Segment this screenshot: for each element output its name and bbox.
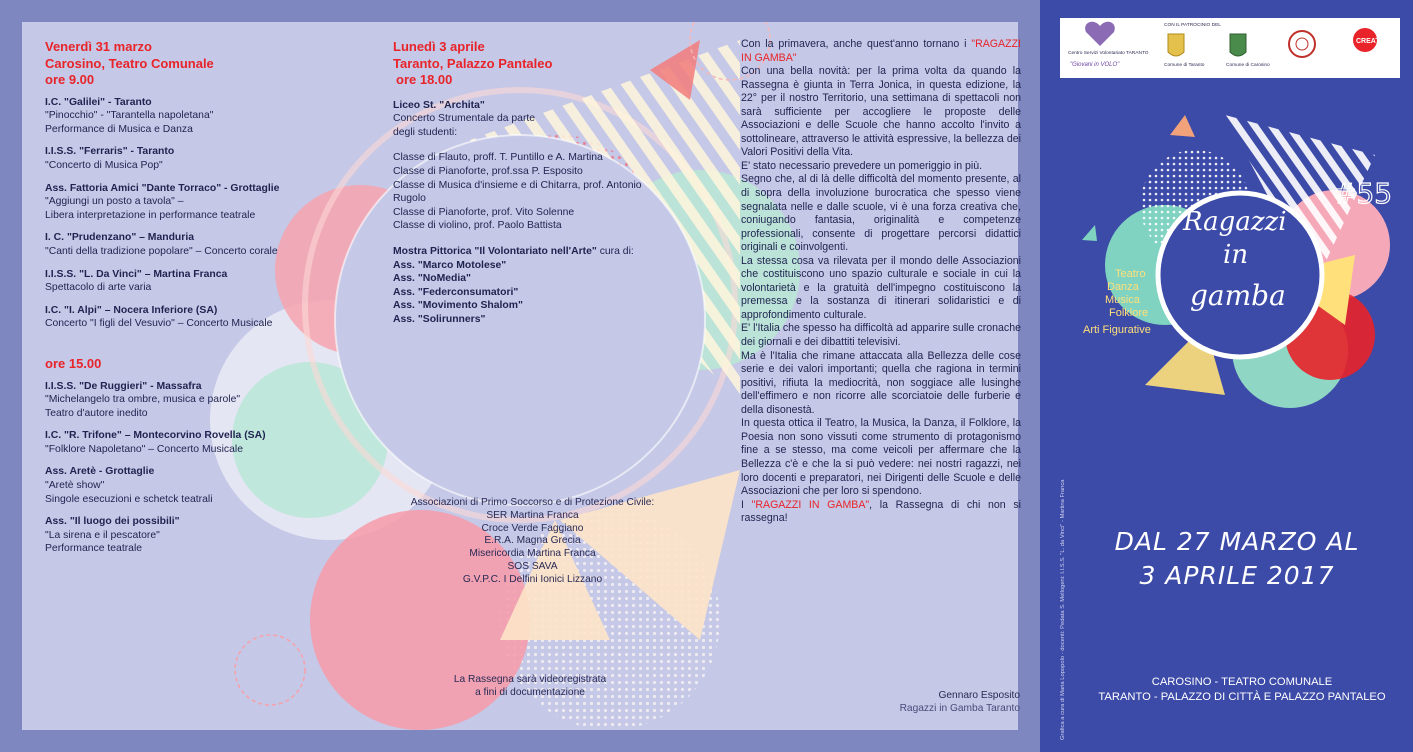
comune-taranto-name: Comune di Taranto xyxy=(1164,63,1205,68)
mostra-item: Ass. "NoMedia" xyxy=(393,273,471,285)
day1-morning-time: ore 9.00 xyxy=(45,72,95,87)
program-entry xyxy=(45,465,315,506)
program-entry xyxy=(45,515,315,556)
program-entry xyxy=(45,145,315,172)
mostra-suffix: cura di: xyxy=(596,245,634,257)
event-dates xyxy=(1092,525,1382,593)
day1-date: Venerdì 31 marzo xyxy=(45,39,152,54)
event-dates-line: DAL 27 MARZO AL xyxy=(1114,527,1360,556)
mostra-entry xyxy=(393,245,693,327)
program-entry-line: Libera interpretazione in performance teatrale xyxy=(45,209,256,221)
association-item: SER Martina Franca xyxy=(486,509,579,521)
program-entry-line: "Aggiungi un posto a tavola" – xyxy=(45,196,184,208)
program-entry xyxy=(45,96,315,137)
classes-list xyxy=(393,151,693,233)
letter-paragraph: E' l'Italia che spesso ha difficoltà ad apparire sulle cronache dei giornali e dei dibattiti televisivi. xyxy=(741,322,1021,349)
poster-title-in: in xyxy=(1223,240,1249,270)
day2-column xyxy=(393,38,693,327)
program-entry-line: "Aretè show" xyxy=(45,480,105,492)
ragazzi-in-gamba-artwork xyxy=(1075,95,1395,490)
liceo-entry xyxy=(393,99,693,140)
program-entry-line: Spettacolo di arte varia xyxy=(45,282,152,294)
mostra-item: Ass. "Movimento Shalom" xyxy=(393,300,523,312)
program-entry-title: I.C. "I. Alpi" – Nocera Inferiore (SA) xyxy=(45,304,218,316)
liceo-line: degli studenti: xyxy=(393,126,458,138)
program-entry-line: "La sirena e il pescatore" xyxy=(45,529,160,541)
letter-paragraph xyxy=(741,499,1021,526)
program-entry-title: I.C. "Galilei" - Taranto xyxy=(45,96,152,108)
letter-text: , la Rassegna di chi non si rassegna! xyxy=(741,498,1021,525)
class-line: Classe di Pianoforte, prof. Vito Solenne xyxy=(393,206,575,218)
program-entry xyxy=(45,182,315,223)
program-entry xyxy=(45,429,315,456)
day1-venue: Carosino, Teatro Comunale xyxy=(45,56,214,71)
venue-line: TARANTO - PALAZZO DI CITTÀ E PALAZZO PANTALEO xyxy=(1098,690,1386,703)
program-entry xyxy=(45,380,315,421)
mostra-item: Ass. "Solirunners" xyxy=(393,313,486,325)
program-entry xyxy=(45,268,315,295)
poster-art: Arti Figurative xyxy=(1083,324,1151,336)
letter-text: Con la primavera, anche quest'anno tornano i xyxy=(741,38,972,50)
class-line: Classe di violino, prof. Paolo Battista xyxy=(393,220,562,232)
program-entry-line: "Concerto di Musica Pop" xyxy=(45,159,163,171)
venue-line: CAROSINO - TEATRO COMUNALE xyxy=(1151,676,1333,688)
csv-tagline: "Giovani in VOLO" xyxy=(1070,62,1120,68)
program-entry-title: I.I.S.S. "L. Da Vinci" – Martina Franca xyxy=(45,268,228,280)
signature-name: Gennaro Esposito xyxy=(938,690,1020,701)
day1-afternoon-list xyxy=(45,380,315,557)
association-item: G.V.P.C. I Delfini Ionici Lizzano xyxy=(462,573,603,585)
mostra-item: Ass. "Marco Motolese" xyxy=(393,259,507,271)
day2-venue: Taranto, Palazzo Pantaleo xyxy=(393,56,553,71)
mostra-list xyxy=(393,259,693,327)
poster-art: Teatro xyxy=(1115,268,1146,280)
poster-title-gamba: gamba xyxy=(1190,279,1286,312)
first-aid-associations xyxy=(395,497,670,587)
program-entry-title: I. C. "Prudenzano" – Manduria xyxy=(45,232,194,244)
program-entry xyxy=(45,231,315,258)
comune-carosino-name: Comune di Carosino xyxy=(1226,63,1270,68)
video-note-line: a fini di documentazione xyxy=(475,687,585,698)
day1-column xyxy=(45,38,315,556)
letter-highlight: "RAGAZZI IN GAMBA" xyxy=(741,38,1021,64)
class-line: Rugolo xyxy=(393,193,426,205)
program-entry-title: Ass. Fattoria Amici "Dante Torraco" - Grottaglie xyxy=(45,182,280,194)
poster-art: Musica xyxy=(1105,294,1140,306)
seal-logo-icon xyxy=(1289,31,1315,57)
letter-paragraph xyxy=(741,38,1021,65)
presentation-letter xyxy=(741,38,1021,526)
creat-logo-text: CREAT xyxy=(1356,38,1380,45)
associations-title: Associazioni di Primo Soccorso e di Protezione Civile: xyxy=(410,497,655,508)
event-venues xyxy=(1082,675,1402,704)
liceo-line: Concerto Strumentale da parte xyxy=(393,113,536,125)
letter-paragraph: Ma è l'Italia che rimane attaccata alla Bellezza delle cose serie e dei valori importanti; quella che ragiona in termini positivi, rifiuta la mediocrità, non soggiace alle lusinghe dell'effimero e non ricorre alle scorciatoie delle furberie e della disonestà. xyxy=(741,349,1021,416)
program-entry-line: "Pinocchio" - "Tarantella napoletana" xyxy=(45,110,214,122)
sponsor-logos xyxy=(1060,18,1400,78)
associations-list xyxy=(395,510,670,587)
poster-title-ragazzi: Ragazzi xyxy=(1183,207,1287,237)
day2-time: ore 18.00 xyxy=(396,72,453,87)
signature-role: Ragazzi in Gamba Taranto xyxy=(899,703,1020,714)
day2-date: Lunedì 3 aprile xyxy=(393,39,485,54)
graphic-credit xyxy=(1050,470,1064,740)
program-entry-title: I.I.S.S. "Ferraris" - Taranto xyxy=(45,146,175,158)
program-entry-title: I.I.S.S. "De Ruggieri" - Massafra xyxy=(45,380,202,392)
signature xyxy=(820,689,1020,715)
event-dates-line: 3 APRILE 2017 xyxy=(1139,561,1335,590)
program-entry-line: "Folklore Napoletano" – Concerto Musicale xyxy=(45,443,243,455)
letter-paragraph: In questa ottica il Teatro, la Musica, la Danza, il Folklore, la Poesia non sono vissuti come strumento di protagonismo fine a se stesso, ma come veicoli per affermare che la Bellezza c'è e che la si può vedere: nei nostri ragazzi, nei loro docenti e preparatori, nei Dirigenti delle Scuole e delle Associazioni che per loro si spendono. xyxy=(741,417,1021,498)
association-item: Croce Verde Faggiano xyxy=(481,522,584,534)
letter-highlight: "RAGAZZI IN GAMBA" xyxy=(751,498,870,511)
day1-morning-list xyxy=(45,96,315,331)
program-entry-title: Ass. "Il luogo dei possibili" xyxy=(45,516,180,528)
association-item: Misericordia Martina Franca xyxy=(469,548,596,560)
association-item: E.R.A. Magna Grecia xyxy=(484,535,581,547)
class-line: Classe di Musica d'insieme e di Chitarra, prof. Antonio xyxy=(393,179,642,191)
mostra-item: Ass. "Federconsumatori" xyxy=(393,286,519,298)
video-note-line: La Rassegna sarà videoregistrata xyxy=(453,674,607,685)
program-entry-line: Teatro d'autore inedito xyxy=(45,407,148,419)
program-entry xyxy=(45,304,315,331)
poster-edition: #55 xyxy=(1333,177,1393,210)
letter-paragraph: La stessa cosa va rilevata per il mondo delle Associazioni che costituiscono uno spazio culturale e sociale in cui la volontarietà e la gratuità dell'impegno costituiscono la premessa e la sostanza di itinerari solidaristici e di approfondimento culturale. xyxy=(741,254,1021,321)
poster-art: Danza xyxy=(1107,281,1139,293)
liceo-title: Liceo St. "Archita" xyxy=(393,99,485,111)
class-line: Classe di Pianoforte, prof.ssa P. Esposito xyxy=(393,165,583,177)
program-entry-title: Ass. Aretè - Grottaglie xyxy=(45,466,155,478)
program-entry-line: Performance di Musica e Danza xyxy=(45,123,193,135)
day1-afternoon-time: ore 15.00 xyxy=(45,355,102,371)
csv-name: Centro Servizi Volontariato TARANTO xyxy=(1068,51,1149,56)
program-entry-title: I.C. "R. Trifone" – Montecorvino Rovella (SA) xyxy=(45,430,266,442)
mostra-title: Mostra Pittorica "Il Volontariato nell'Arte" xyxy=(393,245,597,257)
program-entry-line: Performance teatrale xyxy=(45,543,143,555)
poster-art: Folklore xyxy=(1109,307,1149,319)
video-note xyxy=(430,673,630,699)
association-item: SOS SAVA xyxy=(507,560,558,572)
letter-paragraph: E' stato necessario prevedere un pomeriggio in più. xyxy=(741,159,983,172)
letter-paragraph: Con una bella novità: per la prima volta da quando la Rassegna è giunta in Terra Jonica, in questa edizione, la 22° per il nostro Territorio, una settimana di spettacoli non sarà sufficiente per accogliere le proposte delle Associazioni e delle Scuole che hanno accolto l'invito a sottolineare, attraverso le attività espressive, la bellezza dei Valori Positivi della Vita. xyxy=(741,65,1021,159)
graphic-credit-text: Grafica a cura di Maria Lopopolo - docenti: Pedata S. Mellogeni: I.I.S.S. "L. da Vinci" - Martina Franca xyxy=(1060,479,1066,740)
program-entry-line: Concerto "I figli del Vesuvio" – Concerto Musicale xyxy=(45,318,273,330)
class-line: Classe di Flauto, proff. T. Puntillo e A. Martina xyxy=(393,152,603,164)
program-entry-line: Singole esecuzioni e schetck teatrali xyxy=(45,493,213,505)
letter-text: I xyxy=(741,498,752,511)
program-entry-line: "Michelangelo tra ombre, musica e parole" xyxy=(45,394,241,406)
letter-paragraph: Segno che, al di là delle difficoltà del momento presente, al di sopra della involuzione burocratica che spesso viene segnalata nelle e dalle scuole, vi è una forza creativa che, coniugando fantasia, originalità e competenze professionali, consente di progettare percorsi didattici originali e coinvolgenti. xyxy=(741,173,1021,254)
patronage-label: CON IL PATROCINIO DEL xyxy=(1164,23,1221,28)
program-entry-line: "Canti della tradizione popolare" – Concerto corale xyxy=(45,245,278,257)
